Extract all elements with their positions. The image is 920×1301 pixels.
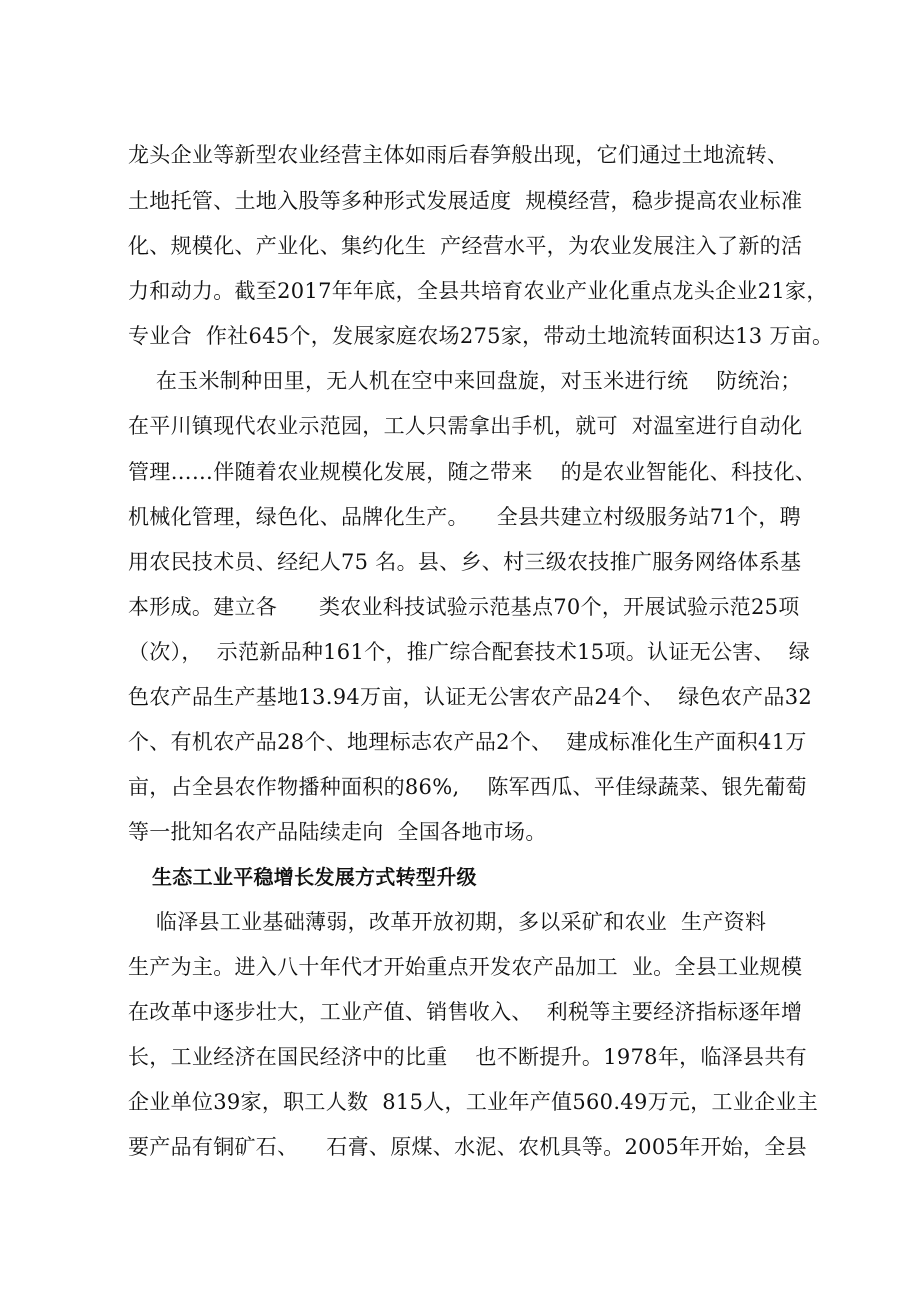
paragraph-line: 专业合 作社645个，发展家庭农场275家，带动土地流转面积达13 万亩。: [128, 324, 834, 348]
paragraph-line: 本形成。建立各 类农业科技试验示范基点70个，开展试验示范25项: [128, 595, 800, 619]
paragraph-line: 机械化管理，绿色化、品牌化生产。 全县共建立村级服务站71个，聘: [128, 505, 801, 529]
paragraph-line: 个、有机农产品28个、地理标志农产品2个、 建成标准化生产面积41万: [128, 730, 807, 754]
paragraph-line: 用农民技术员、经纪人75 名。县、乡、村三级农技推广服务网络体系基: [128, 550, 802, 574]
paragraph-line: 在平川镇现代农业示范园，工人只需拿出手机，就可 对温室进行自动化: [128, 414, 803, 438]
paragraph-line: 生产为主。进入八十年代才开始重点开发农产品加工 业。全县工业规模: [128, 955, 803, 979]
paragraph-line: 龙头企业等新型农业经营主体如雨后春笋般出现，它们通过土地流转、: [128, 143, 789, 167]
paragraph-line: 等一批知名农产品陆续走向 全国各地市场。: [128, 820, 547, 844]
paragraph-line: 色农产品生产基地13.94万亩，认证无公害农产品24个、 绿色农产品32: [128, 685, 813, 709]
paragraph-line: 化、规模化、产业化、集约化生 产经营水平，为农业发展注入了新的活: [128, 234, 803, 258]
paragraph-line: 长，工业经济在国民经济中的比重 也不断提升。1978年，临泽县共有: [128, 1045, 807, 1069]
paragraph-line: 临泽县工业基础薄弱，改革开放初期，多以采矿和农业 生产资料: [128, 910, 767, 934]
paragraph-line: 要产品有铜矿石、 石膏、原煤、水泥、农机具等。2005年开始，全县: [128, 1135, 807, 1159]
paragraph-line: 土地托管、土地入股等多种形式发展适度 规模经营，稳步提高农业标准: [128, 189, 803, 213]
paragraph-line: 管理……伴随着农业规模化发展，随之带来 的是农业智能化、科技化、: [128, 460, 817, 484]
paragraph-line: 亩，占全县农作物播种面积的86%, 陈军西瓜、平佳绿蔬菜、银先葡萄: [128, 775, 807, 799]
paragraph-line: 在改革中逐步壮大，工业产值、销售收入、 利税等主要经济指标逐年增: [128, 1000, 803, 1024]
paragraph-line: 在玉米制种田里，无人机在空中来回盘旋，对玉米进行统 防统治；: [128, 369, 802, 393]
paragraph-line: （次）， 示范新品种161个，推广综合配套技术15项。认证无公害、 绿: [128, 640, 811, 664]
section-heading: 生态工业平稳增长发展方式转型升级: [152, 865, 477, 889]
paragraph-line: 力和动力。截至2017年年底，全县共培育农业产业化重点龙头企业21家，: [128, 279, 828, 303]
paragraph-line: 企业单位39家，职工人数 815人，工业年产值560.49万元，工业企业主: [128, 1090, 819, 1114]
